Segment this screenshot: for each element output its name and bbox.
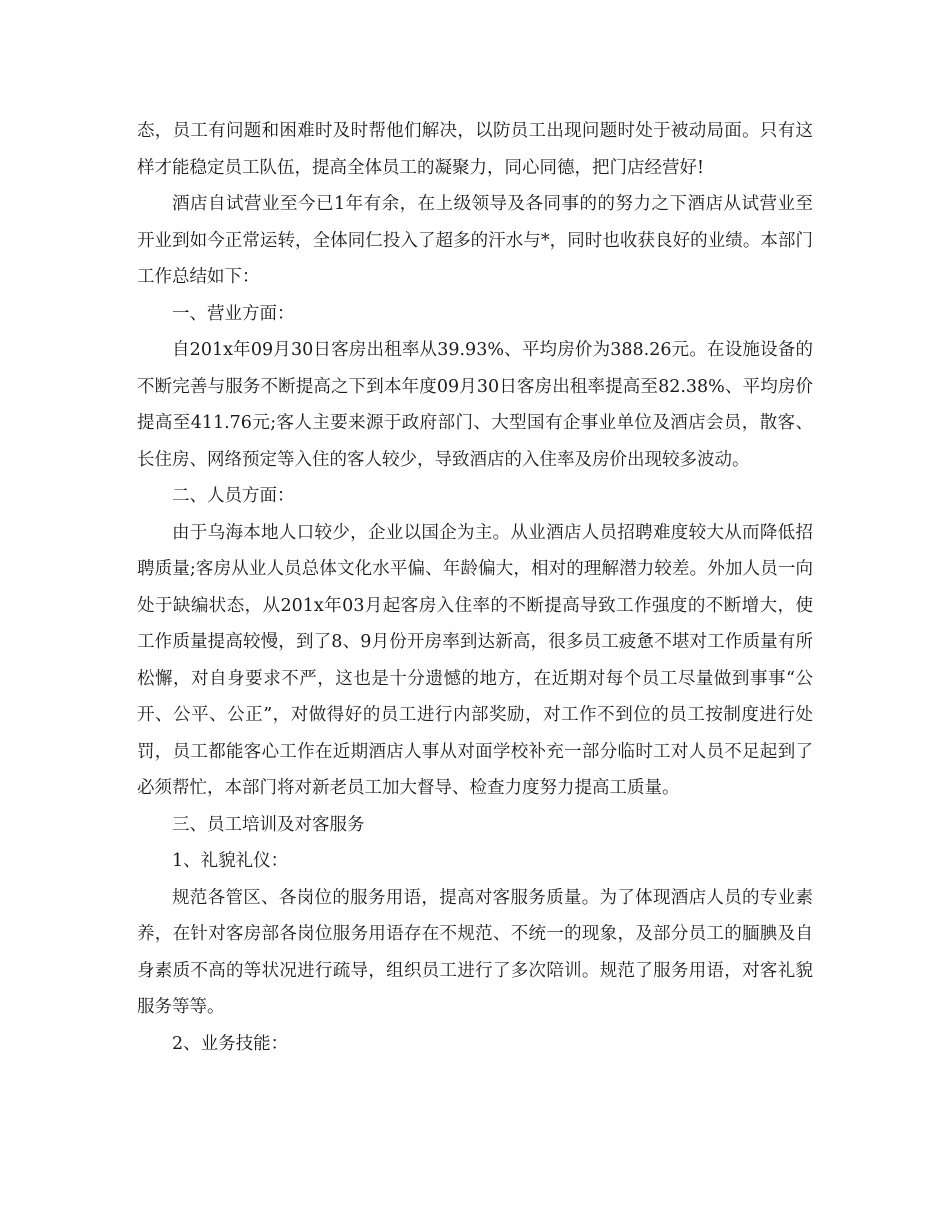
section-heading-business: 一、营业方面： xyxy=(172,303,295,324)
subsection-heading-skills: 2、业务技能： xyxy=(172,1033,289,1054)
paragraph-business: 自201x年09月30日客房出租率从39.93%、平均房价为388.26元。在设施设备的不断完善与服务不断提高之下到本年度09月30日客房出租率提高至82.38%、平均房价提高至411.76元;客人主要来源于政府部门、大型国有企事业单位及酒店会员，散客、长住房、网络预定等入住的客人较少，导致酒店的入住率及房价出现较多波动。 xyxy=(137,340,813,470)
paragraph-staff: 由于乌海本地人口较少，企业以国企为主。从业酒店人员招聘难度较大从而降低招聘质量;客房从业人员总体文化水平偏、年龄偏大，相对的理解潜力较差。外加人员一向处于缺编状态，从201x年03月起客房入住率的不断提高导致工作强度的不断增大，使工作质量提高较慢，到了8、9月份开房率到达新高，很多员工疲惫不堪对工作质量有所松懈，对自身要求不严，这也是十分遗憾的地方，在近期对每个员工尽量做到事事“公开、公平、公正”，对做得好的员工进行内部奖励，对工作不到位的员工按制度进行处罚，员工都能客心工作在近期酒店人事从对面学校补充一部分临时工对人员不足起到了必须帮忙，本部门将对新老员工加大督导、检查力度努力提高工质量。 xyxy=(137,522,813,798)
section-heading-training: 三、员工培训及对客服务 xyxy=(172,814,365,835)
subsection-heading-etiquette: 1、礼貌礼仪： xyxy=(172,851,289,871)
paragraph-intro: 酒店自试营业至今已1年有余，在上级领导及各同事的的努力之下酒店从试营业至开业到如今正常运转，全体同仁投入了超多的汗水与*，同时也收获良好的业绩。本部门工作总结如下： xyxy=(137,194,813,287)
paragraph-continuation: 态，员工有问题和困难时及时帮他们解决，以防员工出现问题时处于被动局面。只有这样才能稳定员工队伍，提高全体员工的凝聚力，同心同德，把门店经营好! xyxy=(137,121,813,178)
document-body xyxy=(137,113,813,1062)
section-heading-staff: 二、人员方面： xyxy=(172,486,295,506)
paragraph-etiquette: 规范各管区、各岗位的服务用语，提高对客服务质量。为了体现酒店人员的专业素养，在针对客房部各岗位服务用语存在不规范、不统一的现象，及部分员工的腼腆及自身素质不高的等状况进行疏导，组织员工进行了多次陪训。规范了服务用语，对客礼貌服务等等。 xyxy=(137,887,813,1017)
